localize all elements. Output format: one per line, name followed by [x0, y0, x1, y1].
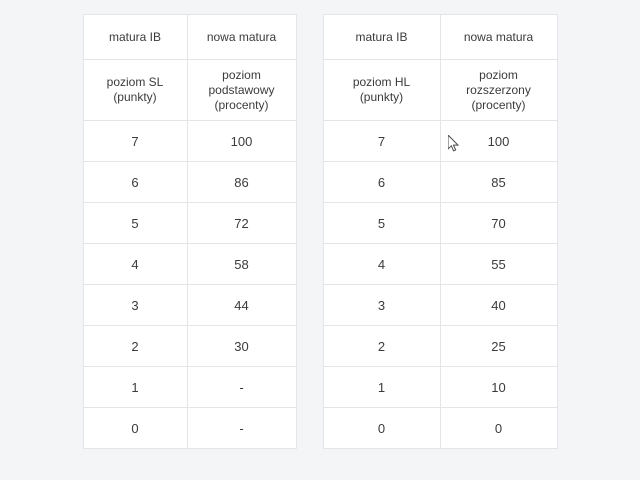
header-line: podstawowy	[208, 82, 275, 97]
table-row	[323, 203, 557, 244]
header-line: (punkty)	[359, 90, 404, 104]
cell-points: 0	[323, 408, 440, 449]
table-body-sl	[83, 121, 296, 449]
table-row	[323, 326, 557, 367]
table-row	[83, 121, 296, 162]
cell-points: 1	[83, 367, 187, 408]
table-row	[323, 367, 557, 408]
cell-percent: 25	[440, 326, 557, 367]
cell-points: 7	[83, 121, 187, 162]
cell-points: 0	[83, 408, 187, 449]
cell-percent: 30	[187, 326, 296, 367]
header-line: poziom	[222, 67, 261, 82]
header-line: poziom HL	[352, 75, 411, 89]
cell-points: 3	[323, 285, 440, 326]
cell-points: 3	[83, 285, 187, 326]
cell-percent: 10	[440, 367, 557, 408]
header-matura-ib-sl: matura IB	[83, 15, 187, 60]
header-line: (procenty)	[214, 97, 269, 112]
cell-points: 7	[323, 121, 440, 162]
header-nowa-matura-sl: nowa matura	[187, 15, 296, 60]
header-line: poziom	[479, 67, 518, 82]
cell-percent: 72	[187, 203, 296, 244]
header-poziom-podstawowy	[187, 60, 296, 121]
cell-percent: 100	[187, 121, 296, 162]
table-body-hl	[323, 121, 557, 449]
cell-percent: 70	[440, 203, 557, 244]
cell-percent: -	[187, 367, 296, 408]
table-row	[323, 15, 557, 60]
table-row	[83, 367, 296, 408]
header-nowa-matura-hl: nowa matura	[440, 15, 557, 60]
cell-points: 6	[83, 162, 187, 203]
cell-percent: 44	[187, 285, 296, 326]
cell-percent: 40	[440, 285, 557, 326]
table-head-hl	[323, 15, 557, 121]
cell-points: 5	[323, 203, 440, 244]
header-line: rozszerzony	[466, 82, 531, 97]
grade-table-sl	[83, 14, 297, 449]
cell-points: 6	[323, 162, 440, 203]
cell-percent: 100	[440, 121, 557, 162]
table-row	[323, 244, 557, 285]
cell-percent: 55	[440, 244, 557, 285]
cell-points: 2	[323, 326, 440, 367]
cell-percent: 0	[440, 408, 557, 449]
cell-points: 1	[323, 367, 440, 408]
table-head-sl	[83, 15, 296, 121]
grade-table-hl	[323, 14, 558, 449]
table-row	[83, 15, 296, 60]
table-row	[83, 60, 296, 121]
cell-percent: 58	[187, 244, 296, 285]
header-line: poziom SL	[106, 75, 164, 89]
header-line: (procenty)	[471, 97, 526, 112]
table-row	[323, 121, 557, 162]
cell-points: 2	[83, 326, 187, 367]
table-row	[83, 244, 296, 285]
header-matura-ib-hl: matura IB	[323, 15, 440, 60]
cell-points: 5	[83, 203, 187, 244]
cell-points: 4	[83, 244, 187, 285]
table-row	[323, 285, 557, 326]
table-row	[83, 285, 296, 326]
header-line: (punkty)	[113, 90, 157, 104]
header-poziom-sl	[83, 60, 187, 121]
header-poziom-hl	[323, 60, 440, 121]
table-row	[83, 162, 296, 203]
cell-percent: 86	[187, 162, 296, 203]
table-row	[83, 203, 296, 244]
table-row	[323, 408, 557, 449]
cell-percent: -	[187, 408, 296, 449]
table-row	[83, 326, 296, 367]
header-poziom-rozszerzony	[440, 60, 557, 121]
table-row	[323, 162, 557, 203]
table-row	[323, 60, 557, 121]
cell-percent: 85	[440, 162, 557, 203]
cell-points: 4	[323, 244, 440, 285]
table-row	[83, 408, 296, 449]
